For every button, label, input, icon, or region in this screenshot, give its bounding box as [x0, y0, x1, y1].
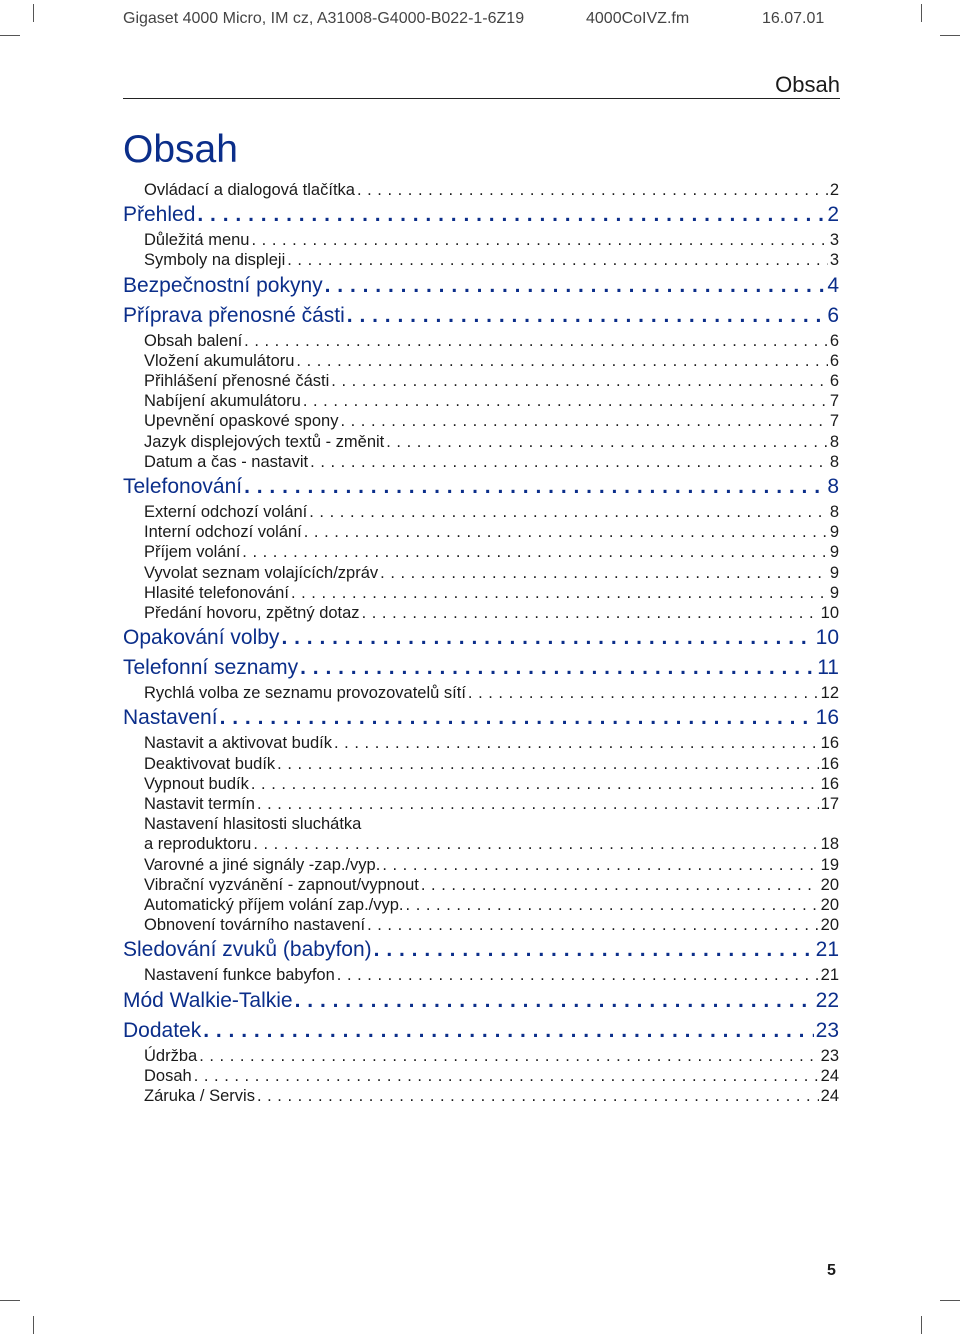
dot-leader [303, 391, 828, 411]
crop-mark [0, 35, 20, 36]
toc-entry-title: Nabíjení akumulátoru [144, 392, 301, 411]
toc-entry-title: Dosah [144, 1066, 192, 1085]
dot-leader [334, 733, 819, 753]
dot-leader [242, 542, 828, 562]
toc-entry-page: 23 [815, 1018, 839, 1042]
toc-chapter-entry[interactable] [123, 623, 839, 653]
toc-entry[interactable] [123, 250, 839, 270]
toc-entry[interactable] [123, 391, 839, 411]
toc-entry-page: 7 [829, 392, 839, 411]
dot-leader [253, 834, 818, 854]
toc-chapter-entry[interactable] [123, 1016, 839, 1046]
toc-entry-title: Obsah balení [144, 331, 243, 350]
toc-entry-page: 24 [820, 1066, 839, 1085]
dot-leader [296, 351, 827, 371]
toc-entry-page: 11 [817, 656, 839, 680]
dot-leader [287, 250, 828, 270]
dot-leader [304, 522, 828, 542]
dot-leader [468, 683, 819, 703]
toc-entry-page: 16 [820, 754, 839, 773]
toc-entry-title: Mód Walkie-Talkie [123, 988, 293, 1012]
file-name: 4000CoIVZ.fm [586, 10, 690, 27]
toc-chapter-entry[interactable] [123, 271, 839, 301]
toc-entry-page: 9 [829, 523, 839, 542]
toc-entry-title: Příjem volání [144, 543, 241, 562]
toc-entry-title: Příprava přenosné části [123, 303, 345, 327]
toc-entry-page: 21 [815, 938, 839, 962]
toc-entry-page: 22 [815, 988, 839, 1012]
toc-entry-title: Hlasité telefonování [144, 583, 289, 602]
toc-entry-title: Jazyk displejových textů - změnit [144, 432, 385, 451]
toc-entry-title: a reproduktoru [144, 835, 252, 854]
toc-entry-page: 9 [829, 583, 839, 602]
toc-entry[interactable] [123, 230, 839, 250]
dot-leader [380, 563, 828, 583]
toc-entry-title: Bezpečnostní pokyny [123, 273, 323, 297]
toc-entry-title: Sledování zvuků (babyfon) [123, 938, 372, 962]
toc-entry-title: Přehled [123, 203, 196, 227]
toc-chapter-entry[interactable] [123, 200, 839, 230]
toc-chapter-entry[interactable] [123, 703, 839, 733]
running-section-title: Obsah [775, 72, 840, 97]
dot-leader [406, 895, 819, 915]
toc-entry-title: Ovládací a dialogová tlačítka [144, 181, 355, 199]
toc-entry-title: Dodatek [123, 1018, 202, 1042]
toc-entry-page: 12 [820, 684, 839, 703]
crop-mark [940, 35, 960, 36]
toc-entry-page: 21 [820, 966, 839, 985]
dot-leader [199, 1046, 818, 1066]
toc-entry-page: 16 [820, 774, 839, 793]
toc-entry-title: Varovné a jiné signály -zap./vyp. [144, 855, 381, 874]
dot-leader [281, 623, 813, 653]
toc-entry[interactable] [123, 895, 839, 915]
crop-mark [940, 1300, 960, 1301]
toc-entry-title: Nastavení [123, 706, 218, 730]
dot-leader [382, 855, 818, 875]
toc-entry-page: 9 [829, 543, 839, 562]
toc-entry-page: 17 [820, 795, 839, 814]
toc-entry-title: Automatický příjem volání zap./vyp. [144, 896, 404, 915]
toc-entry-page: 6 [829, 351, 839, 370]
toc-entry-title: Nastavit termín [144, 795, 255, 814]
toc-entry[interactable] [123, 371, 839, 391]
dot-leader [220, 703, 814, 733]
toc-entry-title: Vypnout budík [144, 774, 249, 793]
dot-leader [197, 200, 825, 230]
toc-entry-title: Vibrační vyzvánění - zapnout/vypnout [144, 875, 419, 894]
toc-entry[interactable] [123, 875, 839, 895]
toc-entry-title: Externí odchozí volání [144, 503, 308, 522]
page-number: 5 [827, 1262, 836, 1279]
table-of-contents [123, 180, 839, 1106]
dot-leader [300, 653, 815, 683]
toc-entry-title: Upevnění opaskové spony [144, 412, 339, 431]
document-date: 16.07.01 [762, 10, 825, 27]
dot-leader [362, 603, 819, 623]
toc-entry-page: 10 [815, 626, 839, 650]
toc-entry[interactable] [123, 754, 839, 774]
toc-chapter-entry[interactable] [123, 935, 839, 965]
toc-entry-title: Rychlá volba ze seznamu provozovatelů sítí [144, 684, 466, 703]
toc-entry[interactable] [123, 733, 839, 753]
dot-leader [331, 371, 828, 391]
crop-mark [921, 4, 922, 22]
toc-entry-page: 6 [827, 303, 839, 327]
toc-entry-page: 3 [829, 231, 839, 250]
toc-entry-page: 20 [820, 896, 839, 915]
dot-leader [340, 411, 827, 431]
dot-leader [203, 1016, 813, 1046]
toc-entry-page: 20 [820, 875, 839, 894]
dot-leader [244, 331, 828, 351]
toc-entry[interactable] [123, 794, 839, 814]
toc-entry[interactable] [123, 774, 839, 794]
toc-entry-title: Telefonní seznamy [123, 656, 299, 680]
toc-entry[interactable] [123, 542, 839, 562]
toc-entry-page: 16 [820, 734, 839, 753]
crop-mark [33, 4, 34, 22]
toc-entry[interactable] [123, 915, 839, 935]
toc-chapter-entry[interactable] [123, 653, 839, 683]
dot-leader [257, 1086, 819, 1106]
toc-entry-page: 3 [829, 251, 839, 270]
dot-leader [291, 583, 828, 603]
toc-entry[interactable] [123, 683, 839, 703]
toc-entry[interactable] [123, 522, 839, 542]
toc-entry-page: 8 [829, 432, 839, 451]
toc-entry[interactable] [123, 411, 839, 431]
dot-leader [325, 271, 826, 301]
toc-entry-title: Vyvolat seznam volajících/zpráv [144, 563, 379, 582]
toc-entry-page: 9 [829, 563, 839, 582]
toc-entry[interactable] [123, 331, 839, 351]
toc-entry[interactable] [123, 1066, 839, 1086]
dot-leader [194, 1066, 819, 1086]
toc-chapter-entry[interactable] [123, 472, 839, 502]
toc-chapter-entry[interactable] [123, 986, 839, 1016]
dot-leader [251, 230, 827, 250]
dot-leader [295, 986, 814, 1016]
toc-entry-title: Interní odchozí volání [144, 523, 302, 542]
toc-entry-title: Přihlášení přenosné části [144, 372, 330, 391]
crop-mark [921, 1316, 922, 1334]
toc-entry-page: 8 [829, 452, 839, 471]
toc-entry[interactable] [123, 965, 839, 985]
toc-entry-title: Nastavení funkce babyfon [144, 966, 335, 985]
toc-entry-title: Deaktivovat budík [144, 754, 276, 773]
toc-entry-page: 16 [815, 706, 839, 730]
toc-entry-page: 8 [829, 503, 839, 522]
dot-leader [310, 452, 828, 472]
toc-entry[interactable] [123, 603, 839, 623]
toc-entry-page: 2 [827, 203, 839, 227]
toc-entry-title: Symboly na displeji [144, 251, 286, 270]
toc-entry-page: 4 [827, 273, 839, 297]
crop-mark [33, 1316, 34, 1334]
toc-entry[interactable] [123, 180, 839, 200]
dot-leader [386, 432, 828, 452]
toc-entry[interactable] [123, 1046, 839, 1066]
toc-entry-title: Předání hovoru, zpětný dotaz [144, 604, 360, 623]
dot-leader [367, 915, 819, 935]
toc-entry[interactable] [123, 502, 839, 522]
toc-entry[interactable] [123, 834, 839, 854]
toc-entry-page: 7 [829, 412, 839, 431]
toc-entry-page: 20 [820, 916, 839, 935]
crop-mark [0, 1300, 20, 1301]
toc-entry-title: Datum a čas - nastavit [144, 452, 309, 471]
toc-entry-title: Vložení akumulátoru [144, 351, 295, 370]
toc-entry-title: Záruka / Servis [144, 1087, 255, 1106]
toc-chapter-entry[interactable] [123, 301, 839, 331]
dot-leader [421, 875, 819, 895]
toc-entry[interactable] [123, 583, 839, 603]
toc-entry-page: 6 [829, 372, 839, 391]
page-title: Obsah [123, 128, 238, 171]
toc-entry-page: 18 [820, 835, 839, 854]
toc-entry-page: 6 [829, 331, 839, 350]
dot-leader [347, 301, 826, 331]
toc-entry-page: 10 [820, 604, 839, 623]
toc-entry-title: Nastavení hlasitosti sluchátka [144, 815, 362, 834]
toc-entry-title: Opakování volby [123, 626, 280, 650]
toc-entry[interactable] [123, 432, 839, 452]
toc-entry[interactable] [123, 1086, 839, 1106]
header-rule [123, 98, 840, 99]
dot-leader [309, 502, 828, 522]
toc-entry-page: 8 [827, 475, 839, 499]
dot-leader [337, 965, 819, 985]
dot-leader [257, 794, 819, 814]
toc-entry-title: Nastavit a aktivovat budík [144, 734, 333, 753]
toc-entry[interactable] [123, 563, 839, 583]
dot-leader [251, 774, 819, 794]
toc-entry-page: 24 [820, 1087, 839, 1106]
toc-entry[interactable] [123, 814, 839, 834]
toc-entry-title: Obnovení továrního nastavení [144, 916, 366, 935]
document-meta: Gigaset 4000 Micro, IM cz, A31008-G4000-B022-1-6Z19 [123, 10, 525, 27]
dot-leader [374, 935, 814, 965]
toc-entry-title: Údržba [144, 1046, 198, 1065]
toc-entry[interactable] [123, 452, 839, 472]
toc-entry-page: 23 [820, 1046, 839, 1065]
dot-leader [277, 754, 818, 774]
dot-leader [357, 180, 828, 200]
toc-entry-page: 19 [820, 855, 839, 874]
toc-entry[interactable] [123, 351, 839, 371]
toc-entry[interactable] [123, 855, 839, 875]
toc-entry-title: Telefonování [123, 475, 243, 499]
dot-leader [244, 472, 825, 502]
toc-entry-page: 2 [829, 181, 839, 199]
toc-entry-title: Důležitá menu [144, 231, 250, 250]
